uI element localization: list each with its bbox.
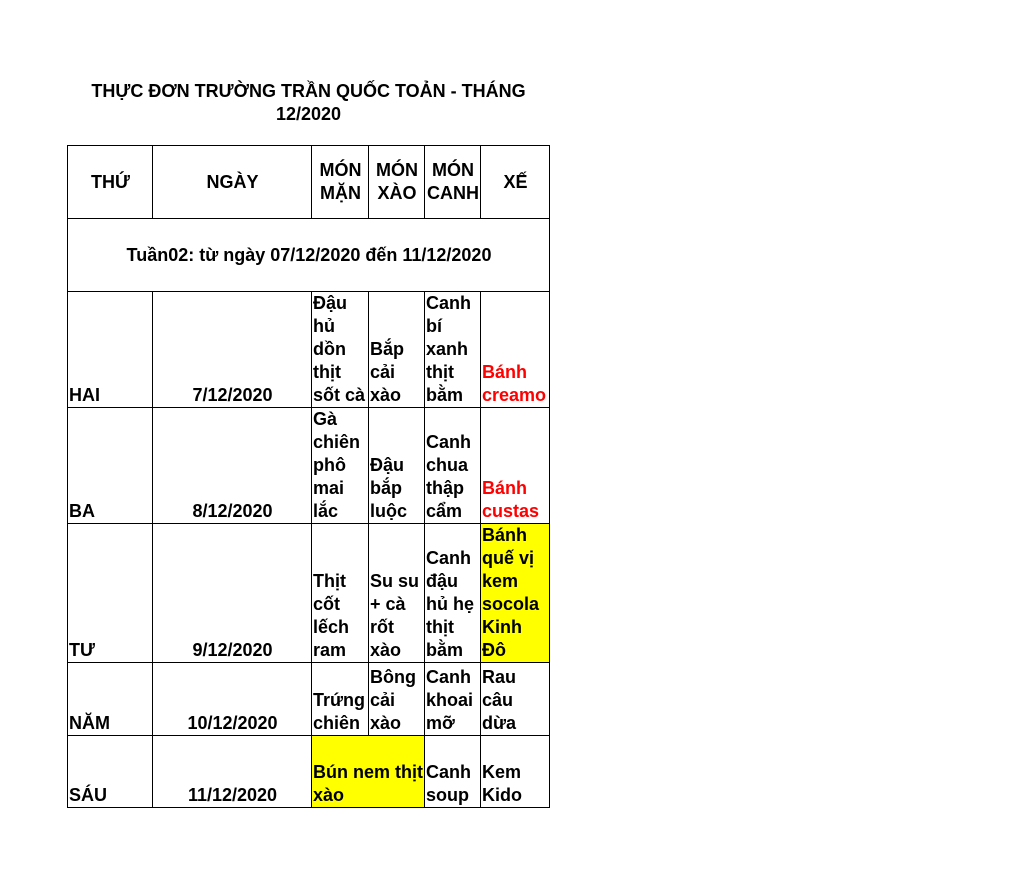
header-mon-xao: MÓN XÀO	[369, 146, 425, 219]
header-mon-canh: MÓN CANH	[425, 146, 481, 219]
date-cell: 11/12/2020	[153, 736, 312, 808]
mon-man-cell: Gà chiên phô mai lắc	[312, 408, 369, 524]
table-row	[68, 408, 550, 524]
mon-canh-cell: Canh đậu hủ hẹ thịt bằm	[425, 524, 481, 663]
mon-man-cell: Trứng chiên	[312, 663, 369, 736]
xe-cell: Bánh quế vị kem socola Kinh Đô	[481, 524, 550, 663]
page-title: THỰC ĐƠN TRƯỜNG TRẦN QUỐC TOẢN - THÁNG 12/2020	[91, 81, 526, 124]
table-row	[68, 663, 550, 736]
week-row	[68, 219, 550, 292]
header-row	[68, 146, 550, 219]
mon-xao-cell: Đậu bắp luộc	[369, 408, 425, 524]
header-xe: XẾ	[481, 146, 550, 219]
day-cell: BA	[68, 408, 153, 524]
week-label: Tuần02: từ ngày 07/12/2020 đến 11/12/2020	[68, 219, 550, 292]
xe-cell: Bánh creamo	[481, 292, 550, 408]
day-cell: NĂM	[68, 663, 153, 736]
day-cell: TƯ	[68, 524, 153, 663]
table-row	[68, 736, 550, 808]
xe-cell: Rau câu dừa	[481, 663, 550, 736]
date-cell: 8/12/2020	[153, 408, 312, 524]
date-cell: 7/12/2020	[153, 292, 312, 408]
mon-xao-cell: Su su + cà rốt xào	[369, 524, 425, 663]
mon-xao-cell: Bắp cải xào	[369, 292, 425, 408]
day-cell: SÁU	[68, 736, 153, 808]
day-cell: HAI	[68, 292, 153, 408]
date-cell: 10/12/2020	[153, 663, 312, 736]
mon-canh-cell: Canh soup	[425, 736, 481, 808]
header-mon-man: MÓN MẶN	[312, 146, 369, 219]
mon-canh-cell: Canh chua thập cẩm	[425, 408, 481, 524]
date-cell: 9/12/2020	[153, 524, 312, 663]
mon-man-cell: Đậu hủ dồn thịt sốt cà	[312, 292, 369, 408]
table-row	[68, 524, 550, 663]
mon-man-xao-cell: Bún nem thịt xào	[312, 736, 425, 808]
xe-cell: Bánh custas	[481, 408, 550, 524]
menu-table	[67, 145, 550, 808]
header-ngay: NGÀY	[153, 146, 312, 219]
xe-cell: Kem Kido	[481, 736, 550, 808]
mon-man-cell: Thịt cốt lếch ram	[312, 524, 369, 663]
table-row	[68, 292, 550, 408]
mon-canh-cell: Canh khoai mỡ	[425, 663, 481, 736]
mon-canh-cell: Canh bí xanh thịt bằm	[425, 292, 481, 408]
mon-xao-cell: Bông cải xào	[369, 663, 425, 736]
header-thu: THỨ	[68, 146, 153, 219]
